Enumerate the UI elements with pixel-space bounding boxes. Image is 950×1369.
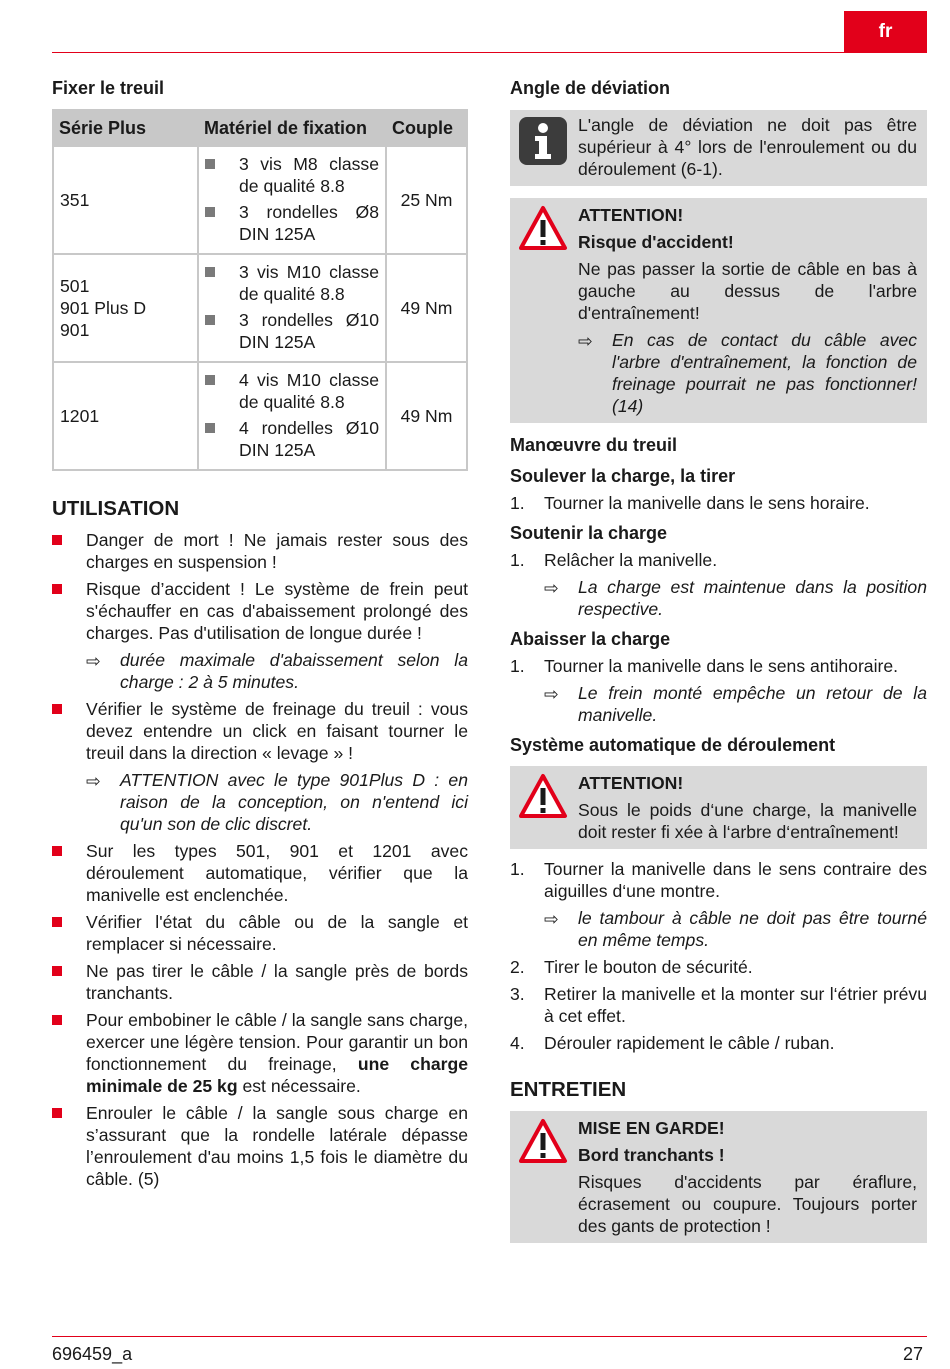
page-number: 27 <box>902 1344 923 1364</box>
table-row <box>54 145 466 253</box>
material-cell <box>197 253 385 361</box>
list-item: Danger de mort ! Ne jamais rester sous des charges en suspension ! <box>52 529 468 573</box>
doc-id: 696459_a <box>52 1344 133 1364</box>
header-rule <box>52 52 927 53</box>
warning-box: MISE EN GARDE! Bord tranchants ! Risques d'accidents par éraflure, écrasement ou coupure. Toujours porter des gants de protection ! <box>510 1111 927 1243</box>
col-header-material: Matériel de fixation <box>197 111 385 145</box>
table-row <box>54 361 466 469</box>
list-item: 3 vis M10 classe de qualité 8.8 <box>205 261 379 305</box>
warning-icon <box>518 772 568 822</box>
series-cell: 501 901 Plus D 901 <box>54 253 197 361</box>
step-item: 1. Tourner la manivelle dans le sens antihoraire. ⇨ Le frein monté empêche un retour de la manivelle. <box>510 656 927 725</box>
material-cell <box>197 145 385 253</box>
torque-cell: 49 Nm <box>385 361 466 469</box>
list-item: Vérifier l'état du câble ou de la sangle et remplacer si nécessaire. <box>52 911 468 955</box>
result-arrow-icon: ⇨ <box>86 651 101 671</box>
result-line: ⇨ La charge est maintenue dans la position respective. <box>544 577 927 619</box>
hold-title: Soutenir la charge <box>510 523 668 543</box>
result-arrow-icon: ⇨ <box>544 684 559 704</box>
usage-list <box>52 529 468 1190</box>
result-arrow-icon: ⇨ <box>544 909 559 929</box>
col-header-series: Série Plus <box>54 111 197 145</box>
info-box: L'angle de déviation ne doit pas être supérieur à 4° lors de l'enroulement ou du déroulement (6-1). <box>510 110 927 186</box>
auto-steps <box>510 858 927 1054</box>
list-item: 3 rondelles Ø10 DIN 125A <box>205 309 379 353</box>
lower-title: Abaisser la charge <box>510 629 671 649</box>
list-item: 3 rondelles Ø8 DIN 125A <box>205 201 379 245</box>
result-line: ⇨ ATTENTION avec le type 901Plus D : en raison de la conception, on n'entend ici qu'un son de clic discret. <box>86 770 468 834</box>
warning-box: ATTENTION! Risque d'accident! Ne pas passer la sortie de câble en bas à gauche au dessus de l'arbre d'entraînement! ⇨ En cas de contact du câble avec l'arbre d'entraînement, la fonction de freinage pourrait ne pas fonctionner! (14) <box>510 198 927 423</box>
list-item: Sur les types 501, 901 et 1201 avec déroulement automatique, vérifier que la manivelle est enclenchée. <box>52 840 468 906</box>
list-item: Pour embobiner le câble / la sangle sans charge, exercer une légère tension. Pour garantir un bon fonctionnement du freinage, une charge minimale de 25 kg est nécessaire. <box>52 1009 468 1097</box>
list-item: Vérifier le système de freinage du treuil : vous devez entendre un click en faisant tourner le treuil dans la direction « levage » ! ⇨ ATTENTION avec le type 901Plus D : en raison de la conception, on n'entend ici qu'un son de clic discret. <box>52 698 468 835</box>
result-line: ⇨ durée maximale d'abaissement selon la charge : 2 à 5 minutes. <box>86 650 468 692</box>
language-tab: fr <box>844 11 927 53</box>
fix-title: Fixer le treuil <box>52 78 165 98</box>
series-cell: 351 <box>54 145 197 253</box>
left-column <box>52 77 468 1195</box>
result-line: ⇨ En cas de contact du câble avec l'arbre d'entraînement, la fonction de freinage pourrait ne pas fonctionner! (14) <box>578 330 917 416</box>
step-item: 3. Retirer la manivelle et la monter sur l‘étrier prévu à cet effet. <box>510 984 927 1026</box>
torque-cell: 49 Nm <box>385 253 466 361</box>
list-item: Ne pas tirer le câble / la sangle près de bords tranchants. <box>52 960 468 1004</box>
list-item: 4 vis M10 classe de qualité 8.8 <box>205 369 379 413</box>
step-item: 4. Dérouler rapidement le câble / ruban. <box>510 1033 835 1053</box>
step-item: 1. Relâcher la manivelle. ⇨ La charge est maintenue dans la position respective. <box>510 550 927 619</box>
list-item: Risque d’accident ! Le système de frein peut s'échauffer en cas d'abaissement prolongé des charges. Pas d'utilisation de longue durée ! ⇨ durée maximale d'abaissement selon la charge : 2 à 5 minutes. <box>52 578 468 693</box>
usage-title: UTILISATION <box>52 497 180 520</box>
fixing-table <box>52 109 468 471</box>
col-header-torque: Couple <box>385 111 466 145</box>
result-line: ⇨ le tambour à câble ne doit pas être tourné en même temps. <box>544 908 927 950</box>
warning-box: ATTENTION! Sous le poids d‘une charge, la manivelle doit rester fi xée à l‘arbre d‘entraînement! <box>510 766 927 849</box>
step-item: 1. Tourner la manivelle dans le sens contraire des aiguilles d‘une montre. ⇨ le tambour à câble ne doit pas être tourné en même temps. <box>510 859 927 950</box>
angle-title: Angle de déviation <box>510 78 671 98</box>
material-cell <box>197 361 385 469</box>
auto-title: Système automatique de déroulement <box>510 735 836 755</box>
footer-rule <box>52 1336 927 1337</box>
manoeuvre-title: Manœuvre du treuil <box>510 435 678 455</box>
lift-title: Soulever la charge, la tirer <box>510 466 736 486</box>
warning-icon <box>518 1117 568 1167</box>
series-cell: 1201 <box>54 361 197 469</box>
step-item: 2. Tirer le bouton de sécurité. <box>510 957 753 977</box>
table-row <box>54 253 466 361</box>
result-line: ⇨ Le frein monté empêche un retour de la manivelle. <box>544 683 927 725</box>
torque-cell: 25 Nm <box>385 145 466 253</box>
result-arrow-icon: ⇨ <box>578 331 593 351</box>
result-arrow-icon: ⇨ <box>544 578 559 598</box>
step-item: 1. Tourner la manivelle dans le sens horaire. <box>510 493 870 513</box>
maintenance-title: ENTRETIEN <box>510 1078 627 1101</box>
list-item: Enrouler le câble / la sangle sous charge en s’assurant que la rondelle latérale dépasse l’enroulement d'au moins 1,5 fois le diamètre du câble. (5) <box>52 1102 468 1190</box>
result-arrow-icon: ⇨ <box>86 771 101 791</box>
list-item: 4 rondelles Ø10 DIN 125A <box>205 417 379 461</box>
right-column <box>510 77 927 1243</box>
info-icon <box>518 116 568 166</box>
warning-icon <box>518 204 568 254</box>
list-item: 3 vis M8 classe de qualité 8.8 <box>205 153 379 197</box>
